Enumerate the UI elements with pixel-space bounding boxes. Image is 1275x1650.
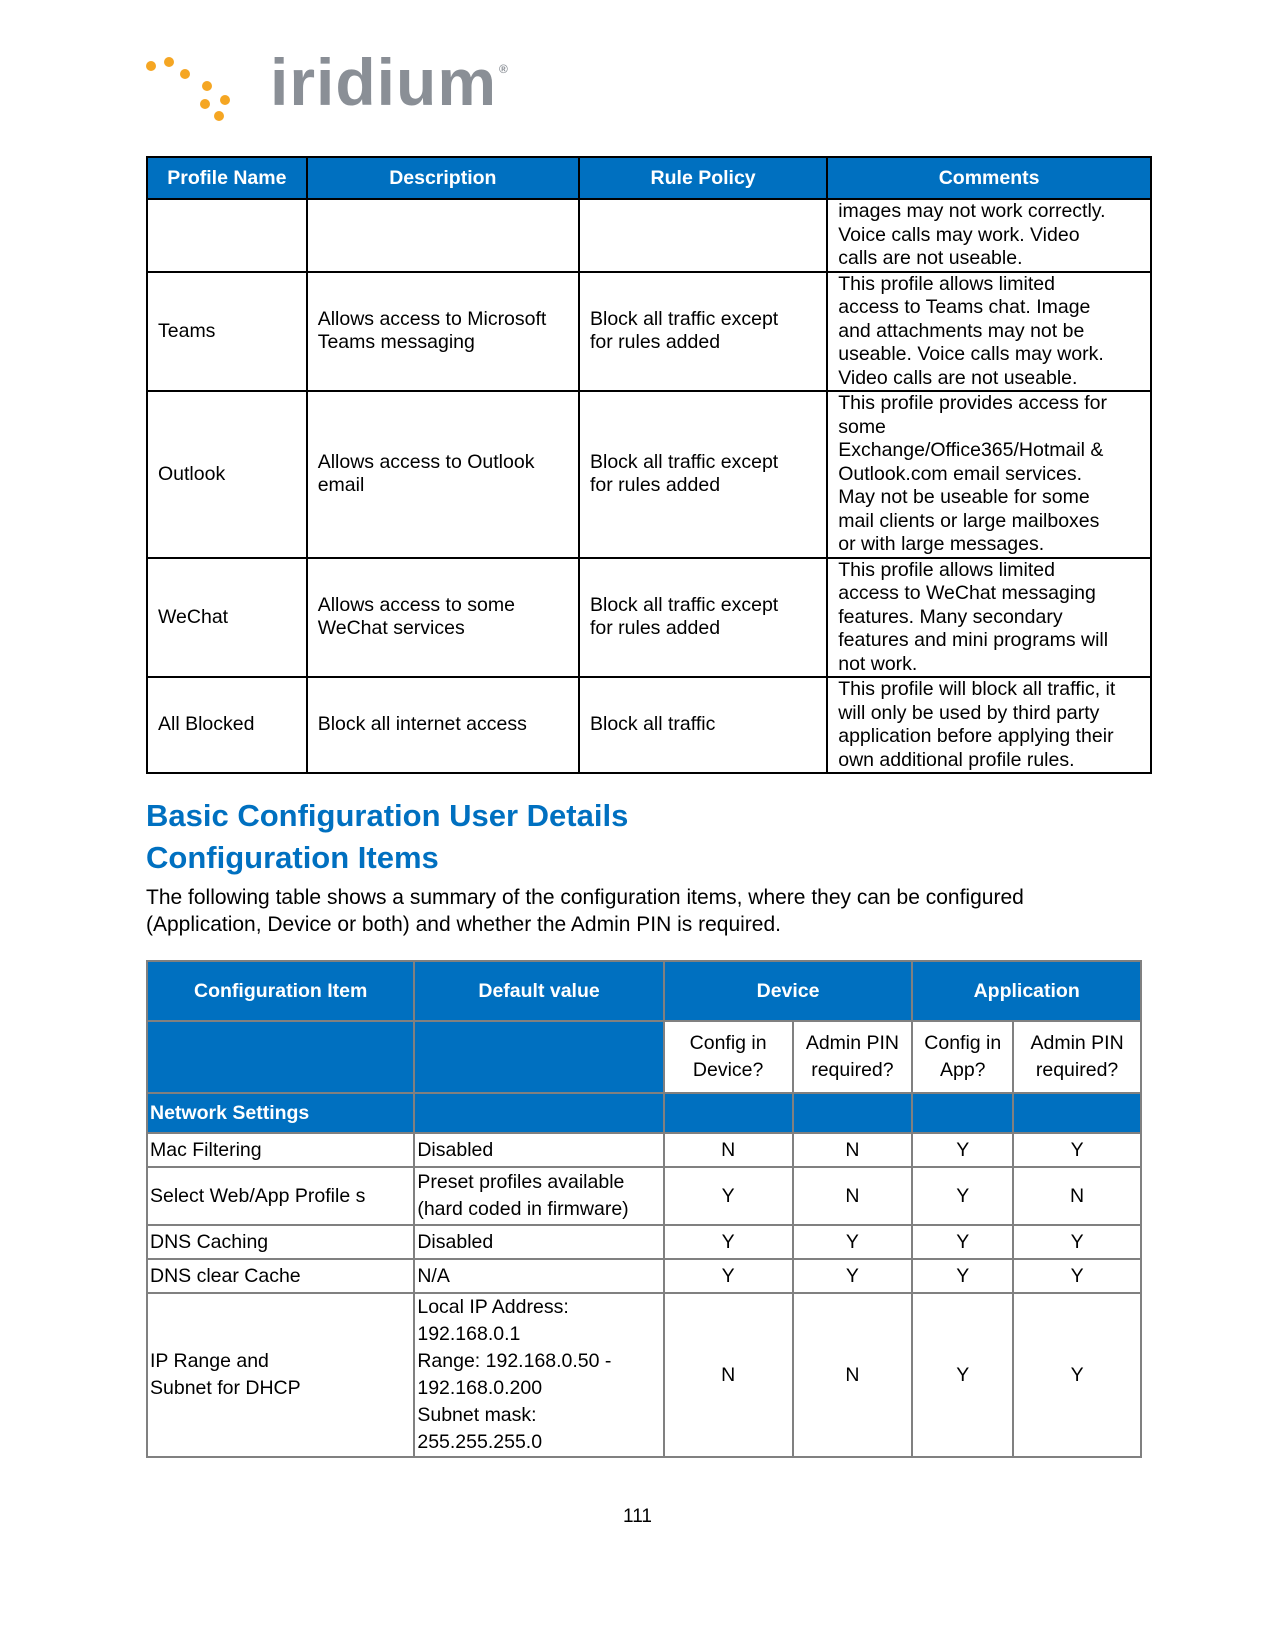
text-line: 192.168.0.200 bbox=[417, 1377, 543, 1399]
header-rule-policy: Rule Policy bbox=[579, 157, 827, 199]
text-line: Block all traffic except bbox=[589, 307, 779, 330]
header-config-item: Configuration Item bbox=[147, 961, 414, 1021]
profiles-table bbox=[146, 156, 1152, 774]
config-in-device-cell: N bbox=[664, 1133, 793, 1167]
section-cell bbox=[664, 1093, 793, 1133]
profile-policy-cell bbox=[579, 677, 827, 773]
device-admin-pin-cell: N bbox=[793, 1293, 913, 1457]
subheader-blank bbox=[414, 1021, 663, 1093]
text-line: Local IP Address: bbox=[417, 1296, 569, 1318]
header-profile-name: Profile Name bbox=[147, 157, 307, 199]
app-admin-pin-cell: Y bbox=[1013, 1259, 1141, 1293]
header-device: Device bbox=[664, 961, 913, 1021]
text-line: Exchange/Office365/Hotmail & bbox=[838, 439, 1104, 461]
text-line: DNS clear Cache bbox=[150, 1264, 301, 1287]
text-line: Disabled bbox=[417, 1138, 494, 1161]
profile-name-cell: WeChat bbox=[147, 558, 307, 678]
page-number: 111 bbox=[623, 1506, 652, 1527]
text-line: for rules added bbox=[589, 474, 721, 497]
text-line: required? bbox=[811, 1059, 894, 1081]
app-admin-pin-cell: Y bbox=[1013, 1225, 1141, 1259]
config-in-device-cell: Y bbox=[664, 1225, 793, 1259]
text-line: This profile provides access for bbox=[838, 392, 1107, 414]
text-line: mail clients or large mailboxes bbox=[838, 509, 1100, 532]
text-line: Allows access to some bbox=[317, 593, 515, 616]
text-line: features. Many secondary bbox=[838, 605, 1063, 628]
header-default-value: Default value bbox=[414, 961, 663, 1021]
text-line: WeChat services bbox=[317, 617, 465, 640]
profile-comments-cell bbox=[827, 391, 1151, 558]
text-line: Block all traffic except bbox=[589, 450, 779, 473]
text-line: This profile allows limited bbox=[838, 558, 1055, 581]
text-line: not work. bbox=[838, 652, 918, 675]
profiles-header-row bbox=[147, 157, 1151, 199]
config-in-app-cell: Y bbox=[912, 1133, 1013, 1167]
text-line: will only be used by third party bbox=[838, 701, 1100, 724]
intro-paragraph: The following table shows a summary of the configuration items, where they can be configured (Application, Device or both) and whether the Admin PIN is required. bbox=[146, 886, 1024, 936]
text-line: 255.255.255.0 bbox=[417, 1431, 543, 1453]
text-line: useable. Voice calls may work. bbox=[838, 343, 1104, 365]
section-row-network-settings bbox=[147, 1093, 1141, 1133]
config-in-app-cell: Y bbox=[912, 1259, 1013, 1293]
profile-name-cell: Outlook bbox=[147, 391, 307, 558]
text-line: Select Web/App Profile s bbox=[150, 1184, 366, 1207]
profile-name-cell: Teams bbox=[147, 272, 307, 392]
section-label: Network Settings bbox=[147, 1093, 414, 1133]
config-in-app-cell: Y bbox=[912, 1293, 1013, 1457]
device-admin-pin-cell: Y bbox=[793, 1225, 913, 1259]
config-row bbox=[147, 1225, 1141, 1259]
text-line: images may not work correctly. bbox=[838, 200, 1106, 222]
config-item-cell bbox=[147, 1133, 414, 1167]
header-comments: Comments bbox=[827, 157, 1151, 199]
text-line: May not be useable for some bbox=[838, 486, 1090, 508]
text-line: for rules added bbox=[589, 331, 721, 354]
text-line: access to WeChat messaging bbox=[838, 582, 1096, 604]
text-line: and attachments may not be bbox=[838, 319, 1085, 342]
text-line: 192.168.0.1 bbox=[417, 1323, 521, 1345]
text-line: features and mini programs will bbox=[838, 629, 1109, 651]
text-line: Allows access to Outlook bbox=[317, 450, 535, 473]
text-line: Admin PIN bbox=[1030, 1032, 1124, 1054]
config-in-app-cell: Y bbox=[912, 1225, 1013, 1259]
app-admin-pin-cell: Y bbox=[1013, 1133, 1141, 1167]
text-line: Subnet mask: bbox=[417, 1404, 537, 1426]
profile-description-cell bbox=[307, 558, 579, 678]
default-value-cell bbox=[414, 1293, 663, 1457]
text-line: some bbox=[838, 415, 886, 438]
profile-row bbox=[147, 677, 1151, 773]
config-table bbox=[146, 960, 1142, 1458]
profile-row bbox=[147, 199, 1151, 272]
config-subheader-row bbox=[147, 1021, 1141, 1093]
config-row bbox=[147, 1259, 1141, 1293]
profile-name-cell: All Blocked bbox=[147, 677, 307, 773]
profile-description-cell bbox=[307, 199, 579, 272]
device-admin-pin-cell: Y bbox=[793, 1259, 913, 1293]
subheader-config-device bbox=[664, 1021, 793, 1093]
profile-policy-cell bbox=[579, 558, 827, 678]
text-line: Admin PIN bbox=[805, 1032, 900, 1054]
text-line: App? bbox=[939, 1059, 986, 1081]
profile-comments-cell bbox=[827, 272, 1151, 392]
profile-description-cell bbox=[307, 272, 579, 392]
text-line: This profile will block all traffic, it bbox=[838, 678, 1116, 700]
header-application: Application bbox=[912, 961, 1141, 1021]
default-value-cell bbox=[414, 1133, 663, 1167]
text-line: own additional profile rules. bbox=[838, 748, 1075, 771]
profile-policy-cell bbox=[579, 391, 827, 558]
config-row bbox=[147, 1167, 1141, 1225]
default-value-cell bbox=[414, 1225, 663, 1259]
config-in-app-cell: Y bbox=[912, 1167, 1013, 1225]
header-description: Description bbox=[307, 157, 579, 199]
text-line: Outlook.com email services. bbox=[838, 462, 1083, 485]
device-admin-pin-cell: N bbox=[793, 1133, 913, 1167]
profile-row bbox=[147, 391, 1151, 558]
subsection-heading: Configuration Items bbox=[146, 840, 439, 875]
section-cell bbox=[912, 1093, 1013, 1133]
config-header-row bbox=[147, 961, 1141, 1021]
text-line: Config in bbox=[924, 1032, 1002, 1054]
text-line: Voice calls may work. Video bbox=[838, 223, 1080, 246]
text-line: Range: 192.168.0.50 - bbox=[417, 1350, 612, 1372]
text-line: Preset profiles available bbox=[417, 1171, 625, 1193]
profile-comments-cell bbox=[827, 677, 1151, 773]
text-line: DNS Caching bbox=[150, 1230, 269, 1253]
text-line: calls are not useable. bbox=[838, 247, 1023, 269]
subheader-config-app bbox=[912, 1021, 1013, 1093]
profile-policy-cell bbox=[579, 272, 827, 392]
text-line: application before applying their bbox=[838, 725, 1114, 747]
text-line: IP Range and bbox=[150, 1350, 269, 1372]
profile-name-cell bbox=[147, 199, 307, 272]
text-line: for rules added bbox=[589, 617, 721, 640]
profile-comments-cell bbox=[827, 199, 1151, 272]
config-in-device-cell: Y bbox=[664, 1259, 793, 1293]
text-line: or with large messages. bbox=[838, 533, 1045, 555]
section-cell bbox=[1013, 1093, 1141, 1133]
text-line: email bbox=[317, 474, 365, 497]
config-item-cell bbox=[147, 1225, 414, 1259]
text-line: Block all traffic bbox=[589, 713, 716, 736]
text-line: required? bbox=[1035, 1059, 1119, 1081]
subheader-blank bbox=[147, 1021, 414, 1093]
text-line: N/A bbox=[417, 1264, 450, 1287]
config-item-cell bbox=[147, 1293, 414, 1457]
text-line: access to Teams chat. Image bbox=[838, 296, 1091, 318]
text-line: Teams messaging bbox=[317, 331, 475, 354]
logo-dots-icon bbox=[145, 52, 275, 132]
profile-description-cell bbox=[307, 677, 579, 773]
text-line: Device? bbox=[692, 1059, 764, 1081]
default-value-cell bbox=[414, 1167, 663, 1225]
profile-policy-cell bbox=[579, 199, 827, 272]
text-line: Block all internet access bbox=[317, 713, 527, 736]
default-value-cell bbox=[414, 1259, 663, 1293]
app-admin-pin-cell: N bbox=[1013, 1167, 1141, 1225]
section-cell bbox=[793, 1093, 913, 1133]
logo-wordmark: iridium ® bbox=[270, 45, 509, 119]
profile-comments-cell bbox=[827, 558, 1151, 678]
text-line: This profile allows limited bbox=[838, 272, 1055, 295]
config-in-device-cell: Y bbox=[664, 1167, 793, 1225]
profile-description-cell bbox=[307, 391, 579, 558]
subheader-device-pin bbox=[793, 1021, 913, 1093]
device-admin-pin-cell: N bbox=[793, 1167, 913, 1225]
config-row bbox=[147, 1133, 1141, 1167]
profile-row bbox=[147, 272, 1151, 392]
config-item-cell bbox=[147, 1259, 414, 1293]
text-line: Config in bbox=[689, 1032, 767, 1054]
text-line: Subnet for DHCP bbox=[150, 1377, 301, 1399]
config-row bbox=[147, 1293, 1141, 1457]
text-line: (hard coded in firmware) bbox=[417, 1198, 629, 1220]
iridium-logo bbox=[145, 45, 525, 132]
text-line: Block all traffic except bbox=[589, 593, 779, 616]
text-line: Video calls are not useable. bbox=[838, 366, 1078, 389]
section-heading: Basic Configuration User Details bbox=[146, 798, 629, 833]
config-item-cell bbox=[147, 1167, 414, 1225]
subheader-app-pin bbox=[1013, 1021, 1141, 1093]
text-line: Mac Filtering bbox=[150, 1138, 262, 1161]
profile-row bbox=[147, 558, 1151, 678]
config-in-device-cell: N bbox=[664, 1293, 793, 1457]
text-line: Allows access to Microsoft bbox=[317, 307, 547, 330]
section-cell bbox=[414, 1093, 663, 1133]
app-admin-pin-cell: Y bbox=[1013, 1293, 1141, 1457]
text-line: Disabled bbox=[417, 1230, 494, 1253]
